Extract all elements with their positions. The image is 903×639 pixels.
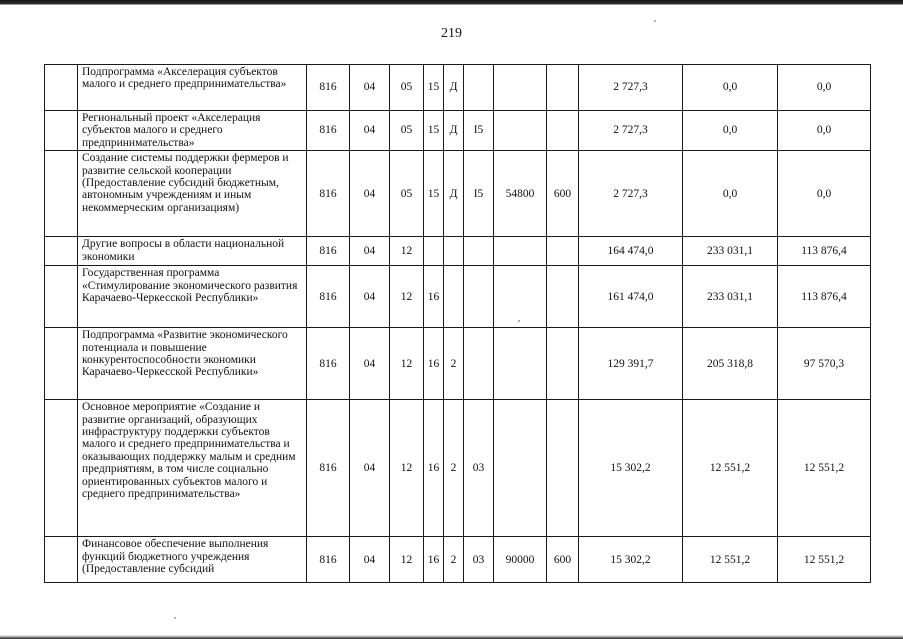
amount-year2-cell: 0,0 xyxy=(683,65,778,111)
expense-type-cell: 600 xyxy=(547,537,579,583)
amount-year3-cell: 113 876,4 xyxy=(778,266,871,328)
grbs-code-cell: 816 xyxy=(307,151,350,237)
subprogram-code-cell: Д xyxy=(444,65,464,111)
event-code-cell xyxy=(464,65,494,111)
amount-year3-cell: 12 551,2 xyxy=(778,400,871,537)
row-name-cell: Подпрограмма «Акселерация субъектов малого и среднего предпринимательства» xyxy=(78,65,307,111)
direction-code-cell xyxy=(494,328,547,400)
amount-year2-cell: 233 031,1 xyxy=(683,266,778,328)
row-index-cell xyxy=(45,537,78,583)
direction-code-cell xyxy=(494,400,547,537)
amount-year2-cell: 233 031,1 xyxy=(683,237,778,266)
grbs-code-cell: 816 xyxy=(307,237,350,266)
amount-year1-cell: 15 302,2 xyxy=(579,400,683,537)
row-index-cell xyxy=(45,65,78,111)
section-code-cell: 04 xyxy=(350,237,390,266)
table-body xyxy=(45,65,871,583)
expense-type-cell xyxy=(547,111,579,151)
subprogram-code-cell xyxy=(444,237,464,266)
section-code-cell: 04 xyxy=(350,328,390,400)
program-code-cell: 16 xyxy=(424,328,444,400)
row-name-cell: Государственная программа «Стимулирование экономического развития Карачаево-Черкесской Республики» xyxy=(78,266,307,328)
table-row xyxy=(45,151,871,237)
subsection-code-cell: 05 xyxy=(390,111,424,151)
event-code-cell xyxy=(464,328,494,400)
row-index-cell xyxy=(45,328,78,400)
program-code-cell: 16 xyxy=(424,266,444,328)
event-code-cell: I5 xyxy=(464,151,494,237)
subsection-code-cell: 12 xyxy=(390,400,424,537)
subprogram-code-cell: Д xyxy=(444,111,464,151)
amount-year3-cell: 12 551,2 xyxy=(778,537,871,583)
direction-code-cell xyxy=(494,111,547,151)
row-index-cell xyxy=(45,237,78,266)
row-name-cell: Основное мероприятие «Создание и развитие организаций, образующих инфраструктуру поддержки субъектов малого и среднего предпринимательства и оказывающих поддержку малым и средним предприятиям, в том числе социально ориентированных субъектов малого и среднего предпринимательства» xyxy=(78,400,307,537)
program-code-cell: 15 xyxy=(424,65,444,111)
amount-year1-cell: 2 727,3 xyxy=(579,151,683,237)
page-number: 219 xyxy=(441,26,462,41)
program-code-cell: 16 xyxy=(424,537,444,583)
amount-year2-cell: 0,0 xyxy=(683,111,778,151)
row-name-cell: Региональный проект «Акселерация субъектов малого и среднего предпринимательства» xyxy=(78,111,307,151)
table-row xyxy=(45,266,871,328)
section-code-cell: 04 xyxy=(350,65,390,111)
table-row xyxy=(45,400,871,537)
grbs-code-cell: 816 xyxy=(307,65,350,111)
amount-year1-cell: 164 474,0 xyxy=(579,237,683,266)
direction-code-cell: 90000 xyxy=(494,537,547,583)
budget-table xyxy=(44,64,871,583)
scan-bottom-edge xyxy=(0,635,903,639)
amount-year1-cell: 15 302,2 xyxy=(579,537,683,583)
program-code-cell: 15 xyxy=(424,111,444,151)
amount-year2-cell: 12 551,2 xyxy=(683,400,778,537)
row-index-cell xyxy=(45,400,78,537)
direction-code-cell xyxy=(494,266,547,328)
subsection-code-cell: 12 xyxy=(390,237,424,266)
subsection-code-cell: 12 xyxy=(390,328,424,400)
grbs-code-cell: 816 xyxy=(307,400,350,537)
subprogram-code-cell: 2 xyxy=(444,328,464,400)
amount-year3-cell: 0,0 xyxy=(778,151,871,237)
program-code-cell xyxy=(424,237,444,266)
subprogram-code-cell: Д xyxy=(444,151,464,237)
amount-year1-cell: 129 391,7 xyxy=(579,328,683,400)
amount-year2-cell: 205 318,8 xyxy=(683,328,778,400)
row-name-cell: Создание системы поддержки фермеров и развитие сельской кооперации (Предоставление субсидий бюджетным, автономным учреждениям и иным некоммерческим организациям) xyxy=(78,151,307,237)
grbs-code-cell: 816 xyxy=(307,111,350,151)
subsection-code-cell: 12 xyxy=(390,537,424,583)
scan-speck xyxy=(174,617,176,619)
row-index-cell xyxy=(45,111,78,151)
row-name-cell: Финансовое обеспечение выполнения функций бюджетного учреждения (Предоставление субсидий xyxy=(78,537,307,583)
direction-code-cell: 54800 xyxy=(494,151,547,237)
row-index-cell xyxy=(45,151,78,237)
subsection-code-cell: 12 xyxy=(390,266,424,328)
section-code-cell: 04 xyxy=(350,537,390,583)
subsection-code-cell: 05 xyxy=(390,151,424,237)
section-code-cell: 04 xyxy=(350,151,390,237)
amount-year3-cell: 0,0 xyxy=(778,65,871,111)
row-name-cell: Подпрограмма «Развитие экономического потенциала и повышение конкурентоспособности экономики Карачаево-Черкесской Республики» xyxy=(78,328,307,400)
event-code-cell: 03 xyxy=(464,537,494,583)
row-index-cell xyxy=(45,266,78,328)
grbs-code-cell: 816 xyxy=(307,266,350,328)
section-code-cell: 04 xyxy=(350,111,390,151)
section-code-cell: 04 xyxy=(350,400,390,537)
expense-type-cell: 600 xyxy=(547,151,579,237)
scan-speck xyxy=(518,320,520,322)
amount-year1-cell: 161 474,0 xyxy=(579,266,683,328)
expense-type-cell xyxy=(547,65,579,111)
amount-year2-cell: 0,0 xyxy=(683,151,778,237)
event-code-cell xyxy=(464,266,494,328)
amount-year3-cell: 0,0 xyxy=(778,111,871,151)
event-code-cell xyxy=(464,237,494,266)
program-code-cell: 16 xyxy=(424,400,444,537)
row-name-cell: Другие вопросы в области национальной экономики xyxy=(78,237,307,266)
subprogram-code-cell: 2 xyxy=(444,400,464,537)
amount-year1-cell: 2 727,3 xyxy=(579,111,683,151)
table-row xyxy=(45,65,871,111)
program-code-cell: 15 xyxy=(424,151,444,237)
subprogram-code-cell: 2 xyxy=(444,537,464,583)
amount-year2-cell: 12 551,2 xyxy=(683,537,778,583)
table-row xyxy=(45,537,871,583)
table-row xyxy=(45,237,871,266)
table-row xyxy=(45,111,871,151)
direction-code-cell xyxy=(494,237,547,266)
scan-top-edge xyxy=(0,0,903,5)
amount-year3-cell: 113 876,4 xyxy=(778,237,871,266)
event-code-cell: I5 xyxy=(464,111,494,151)
subprogram-code-cell xyxy=(444,266,464,328)
expense-type-cell xyxy=(547,328,579,400)
grbs-code-cell: 816 xyxy=(307,328,350,400)
amount-year3-cell: 97 570,3 xyxy=(778,328,871,400)
grbs-code-cell: 816 xyxy=(307,537,350,583)
expense-type-cell xyxy=(547,400,579,537)
table-row xyxy=(45,328,871,400)
scan-speck xyxy=(654,20,656,22)
amount-year1-cell: 2 727,3 xyxy=(579,65,683,111)
event-code-cell: 03 xyxy=(464,400,494,537)
expense-type-cell xyxy=(547,237,579,266)
expense-type-cell xyxy=(547,266,579,328)
section-code-cell: 04 xyxy=(350,266,390,328)
direction-code-cell xyxy=(494,65,547,111)
subsection-code-cell: 05 xyxy=(390,65,424,111)
